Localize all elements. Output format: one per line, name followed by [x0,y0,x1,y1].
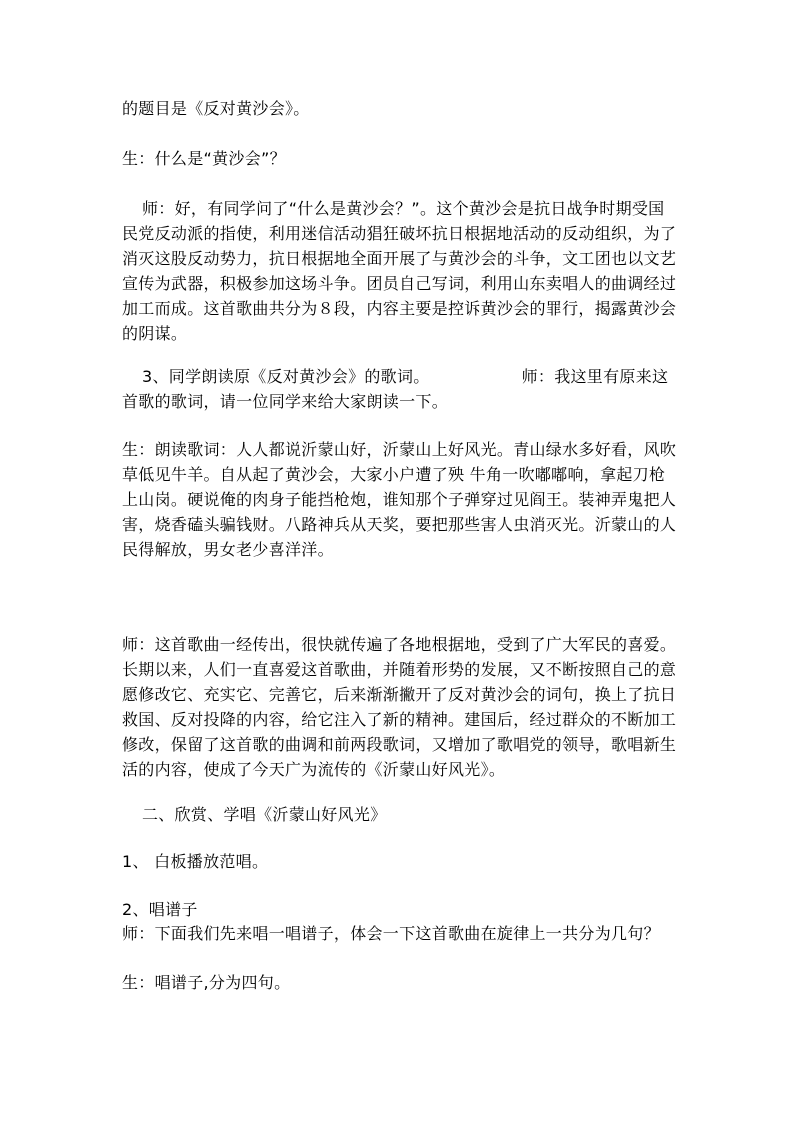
paragraph-song-history: 师：这首歌曲一经传出，很快就传遍了各地根据地，受到了广大军民的喜爱。长期以来，人们一直喜爱这首歌曲，并随着形势的发展，又不断按照自己的意愿修改它、充实它、完善它，后来渐渐撇开了反对黄沙会的词句，换上了抗日救国、反对投降的内容，给它注入了新的精神。建国后，经过群众的不断加工修改，保留了这首歌的曲调和前两段歌词，又增加了歌唱党的领导，歌唱新生活的内容，使成了今天广为流传的《沂蒙山好风光》。 [122,635,677,779]
paragraph-teacher-explanation: 师：好，有同学问了“什么是黄沙会？”。这个黄沙会是抗日战争时期受国民党反动派的指使，利用迷信活动猖狂破坏抗日根据地活动的反动组织，为了消灭这股反动势力，抗日根据地全面开展了与黄沙会的斗争，文工团也以文艺宣传为武器，积极参加这场斗争。团员自己写词，利用山东卖唱人的曲调经过加工而成。这首歌曲共分为８段，内容主要是控诉黄沙会的罪行，揭露黄沙会的阴谋。 [122,199,677,343]
teacher-prompt-text: 师：我这里有原来这首歌的歌词，请一位同学来给大家朗读一下。 [122,367,669,411]
paragraph-title-line: 的题目是《反对黄沙会》。 [122,99,310,118]
paragraph-teacher-question: 师：下面我们先来唱一唱谱子，体会一下这首歌曲在旋律上一共分为几句？ [122,924,660,943]
paragraph-lyrics-reading: 生：朗读歌词：人人都说沂蒙山好，沂蒙山上好风光。青山绿水多好看，风吹草低见牛羊。自从起了黄沙会，大家小户遭了殃 牛角一吹嘟嘟响，拿起刀枪上山岗。硬说俺的肉身子能挡枪炮，谁知那个子弹穿过见阎王。装神弄鬼把人害，烧香磕头骗钱财。八路神兵从天奖，要把那些害人虫消灭光。沂蒙山的人民得解放，男女老少喜洋洋。 [122,440,677,559]
section-heading-appreciation: 二、欣赏、学唱《沂蒙山好风光》 [142,805,387,824]
paragraph-step-3 [122,364,678,414]
paragraph-student-answer: 生：唱谱子,分为四句。 [122,973,291,992]
step-3-text: 3、同学朗读原《反对黄沙会》的歌词。 [142,367,430,386]
paragraph-student-question: 生：什么是“黄沙会”？ [122,149,286,168]
paragraph-step-2: 2、唱谱子 [122,900,198,919]
paragraph-step-1: 1、 白板播放范唱。 [122,852,269,871]
